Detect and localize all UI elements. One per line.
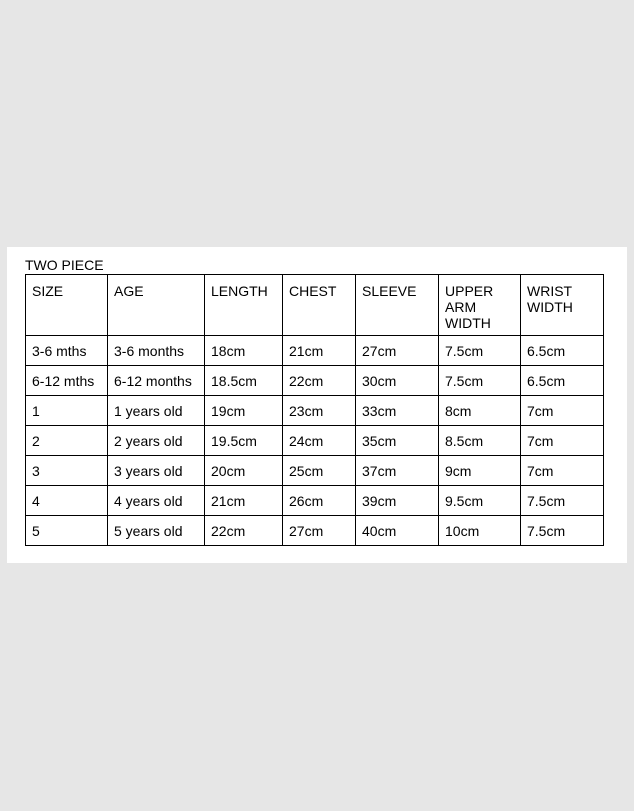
header-wrist-width: WRIST WIDTH — [521, 275, 604, 336]
chart-title: TWO PIECE — [25, 257, 104, 273]
cell-chest: 22cm — [283, 366, 356, 396]
cell-wrist-width: 7.5cm — [521, 516, 604, 546]
cell-chest: 26cm — [283, 486, 356, 516]
cell-wrist-width: 7cm — [521, 396, 604, 426]
header-sleeve: SLEEVE — [356, 275, 439, 336]
cell-upper-arm-width: 7.5cm — [439, 366, 521, 396]
cell-sleeve: 35cm — [356, 426, 439, 456]
cell-chest: 23cm — [283, 396, 356, 426]
table-row — [26, 456, 604, 486]
cell-length: 19.5cm — [205, 426, 283, 456]
header-age: AGE — [108, 275, 205, 336]
cell-length: 18cm — [205, 336, 283, 366]
header-length: LENGTH — [205, 275, 283, 336]
cell-age: 1 years old — [108, 396, 205, 426]
table-row — [26, 366, 604, 396]
cell-chest: 25cm — [283, 456, 356, 486]
cell-size: 6-12 mths — [26, 366, 108, 396]
cell-wrist-width: 6.5cm — [521, 336, 604, 366]
cell-chest: 24cm — [283, 426, 356, 456]
header-size: SIZE — [26, 275, 108, 336]
cell-sleeve: 33cm — [356, 396, 439, 426]
table-header-row — [26, 275, 604, 336]
cell-length: 18.5cm — [205, 366, 283, 396]
cell-sleeve: 40cm — [356, 516, 439, 546]
cell-upper-arm-width: 8.5cm — [439, 426, 521, 456]
cell-size: 3-6 mths — [26, 336, 108, 366]
cell-sleeve: 37cm — [356, 456, 439, 486]
table-row — [26, 426, 604, 456]
cell-sleeve: 27cm — [356, 336, 439, 366]
cell-wrist-width: 7cm — [521, 426, 604, 456]
cell-size: 3 — [26, 456, 108, 486]
size-chart-card — [7, 247, 627, 563]
cell-length: 20cm — [205, 456, 283, 486]
cell-length: 19cm — [205, 396, 283, 426]
cell-size: 4 — [26, 486, 108, 516]
cell-chest: 27cm — [283, 516, 356, 546]
cell-sleeve: 30cm — [356, 366, 439, 396]
cell-chest: 21cm — [283, 336, 356, 366]
cell-sleeve: 39cm — [356, 486, 439, 516]
cell-size: 5 — [26, 516, 108, 546]
cell-length: 21cm — [205, 486, 283, 516]
cell-age: 3-6 months — [108, 336, 205, 366]
cell-age: 6-12 months — [108, 366, 205, 396]
cell-upper-arm-width: 8cm — [439, 396, 521, 426]
cell-size: 2 — [26, 426, 108, 456]
cell-wrist-width: 6.5cm — [521, 366, 604, 396]
cell-size: 1 — [26, 396, 108, 426]
header-upper-arm-width: UPPER ARM WIDTH — [439, 275, 521, 336]
table-row — [26, 516, 604, 546]
table-row — [26, 486, 604, 516]
cell-age: 4 years old — [108, 486, 205, 516]
cell-upper-arm-width: 9cm — [439, 456, 521, 486]
header-chest: CHEST — [283, 275, 356, 336]
cell-age: 5 years old — [108, 516, 205, 546]
cell-upper-arm-width: 7.5cm — [439, 336, 521, 366]
cell-wrist-width: 7cm — [521, 456, 604, 486]
cell-upper-arm-width: 9.5cm — [439, 486, 521, 516]
cell-length: 22cm — [205, 516, 283, 546]
table-row — [26, 396, 604, 426]
cell-age: 2 years old — [108, 426, 205, 456]
cell-upper-arm-width: 10cm — [439, 516, 521, 546]
table-row — [26, 336, 604, 366]
cell-age: 3 years old — [108, 456, 205, 486]
cell-wrist-width: 7.5cm — [521, 486, 604, 516]
size-table — [25, 274, 604, 546]
